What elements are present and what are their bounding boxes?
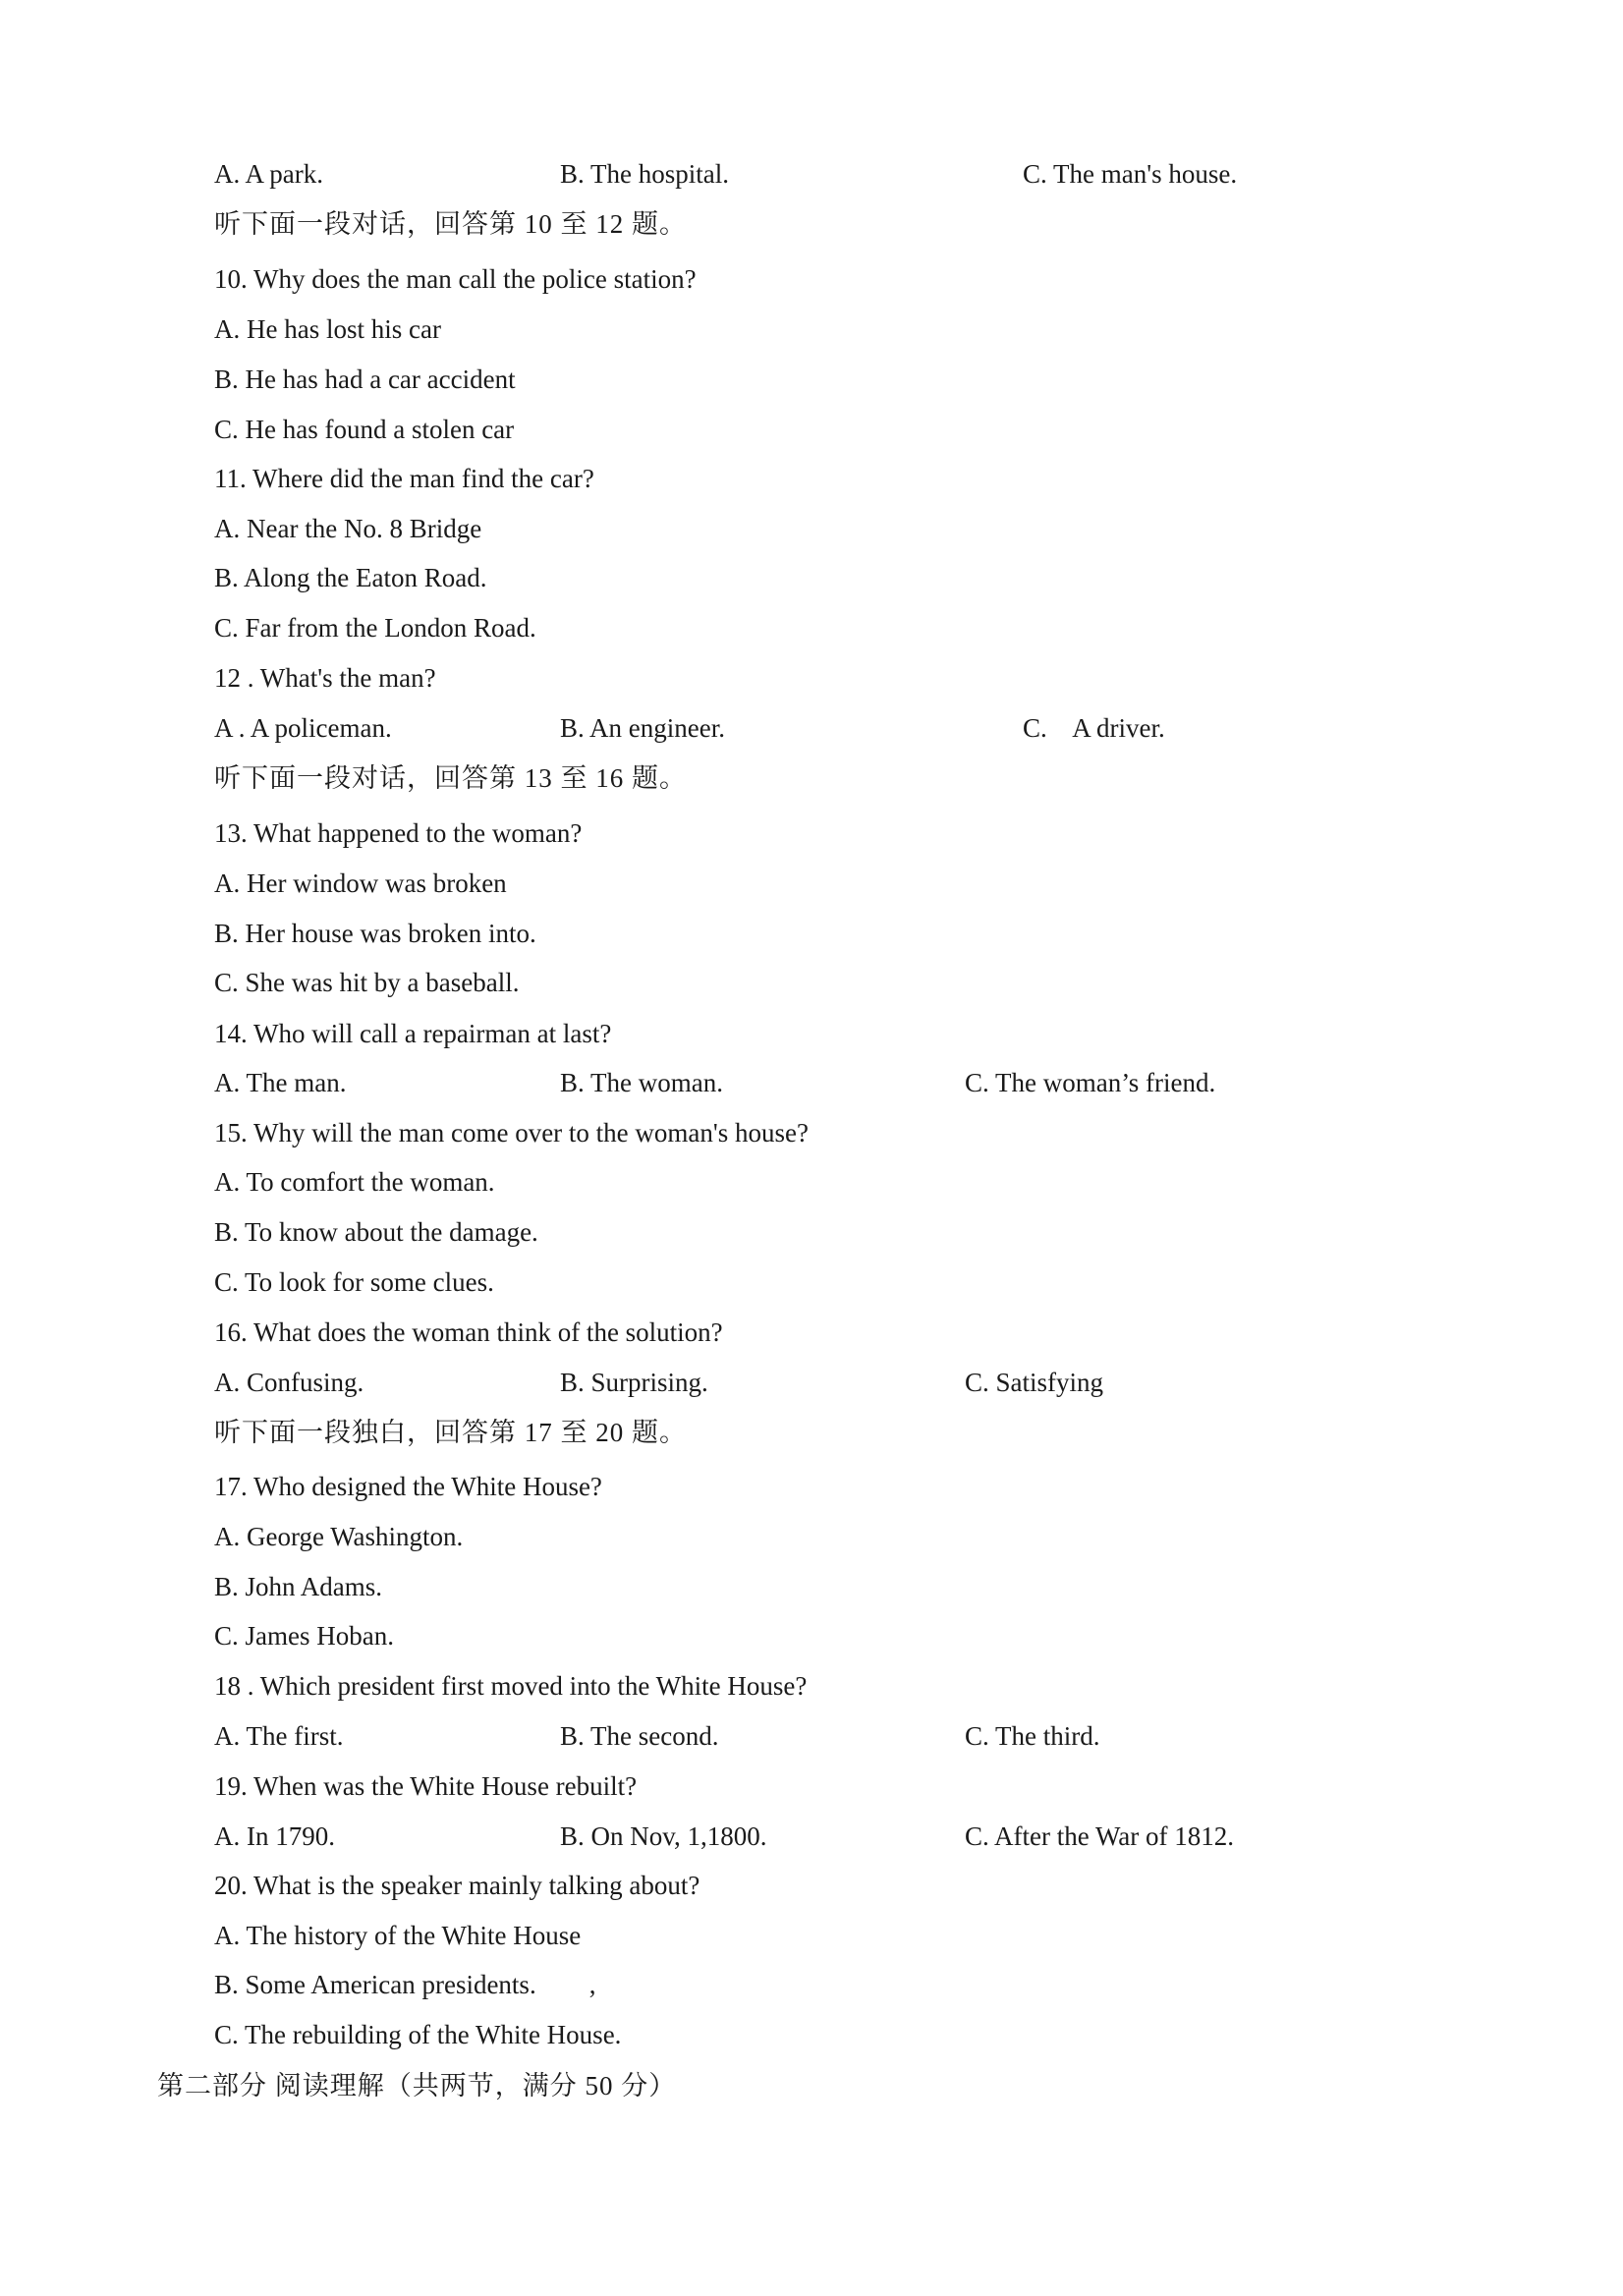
q14-stem: 14. Who will call a repairman at last? xyxy=(214,1019,612,1048)
part-two-heading: 第二部分 阅读理解（共两节，满分 50 分） xyxy=(157,2071,677,2100)
q16-option-a: A. Confusing. xyxy=(214,1368,364,1397)
q17-option-b: B. John Adams. xyxy=(214,1572,383,1601)
q18-stem: 18 . Which president first moved into the White House? xyxy=(214,1671,808,1701)
instruction-10-12: 听下面一段对话，回答第 10 至 12 题。 xyxy=(214,209,687,239)
q9-option-c: C. The man's house. xyxy=(1023,159,1238,189)
q9-option-a: A. A park. xyxy=(214,159,323,189)
q14-option-c: C. The woman’s friend. xyxy=(965,1068,1216,1097)
q15-option-a: A. To comfort the woman. xyxy=(214,1167,495,1197)
q15-option-c: C. To look for some clues. xyxy=(214,1267,494,1297)
q16-option-b: B. Surprising. xyxy=(560,1368,708,1397)
q20-option-a: A. The history of the White House xyxy=(214,1921,582,1950)
q10-option-a: A. He has lost his car xyxy=(214,314,441,344)
q12-option-a: A . A policeman. xyxy=(214,713,392,743)
instruction-17-20: 听下面一段独白，回答第 17 至 20 题。 xyxy=(214,1418,687,1447)
q13-stem: 13. What happened to the woman? xyxy=(214,818,583,848)
q12-option-c: C. A driver. xyxy=(1023,713,1165,743)
q15-option-b: B. To know about the damage. xyxy=(214,1217,538,1247)
q18-option-a: A. The first. xyxy=(214,1721,344,1751)
q11-option-a: A. Near the No. 8 Bridge xyxy=(214,514,482,543)
q13-option-b: B. Her house was broken into. xyxy=(214,919,536,948)
q10-option-b: B. He has had a car accident xyxy=(214,364,516,394)
q12-stem: 12 . What's the man? xyxy=(214,663,436,693)
q12-option-b: B. An engineer. xyxy=(560,713,725,743)
q13-option-a: A. Her window was broken xyxy=(214,868,507,898)
q20-option-b: B. Some American presidents. , xyxy=(214,1970,596,1999)
q10-stem: 10. Why does the man call the police station? xyxy=(214,264,697,294)
q18-option-c: C. The third. xyxy=(965,1721,1100,1751)
q20-option-c: C. The rebuilding of the White House. xyxy=(214,2020,622,2049)
q9-option-b: B. The hospital. xyxy=(560,159,729,189)
instruction-13-16: 听下面一段对话，回答第 13 至 16 题。 xyxy=(214,763,687,793)
q11-stem: 11. Where did the man find the car? xyxy=(214,464,594,493)
q19-option-a: A. In 1790. xyxy=(214,1821,335,1851)
q18-option-b: B. The second. xyxy=(560,1721,719,1751)
q16-stem: 16. What does the woman think of the solution? xyxy=(214,1317,723,1347)
q17-option-a: A. George Washington. xyxy=(214,1522,464,1551)
q14-option-b: B. The woman. xyxy=(560,1068,723,1097)
q11-option-c: C. Far from the London Road. xyxy=(214,613,536,643)
q19-option-c: C. After the War of 1812. xyxy=(965,1821,1235,1851)
q11-option-b: B. Along the Eaton Road. xyxy=(214,563,487,592)
q17-option-c: C. James Hoban. xyxy=(214,1621,394,1651)
q15-stem: 15. Why will the man come over to the woman's house? xyxy=(214,1118,809,1148)
q17-stem: 17. Who designed the White House? xyxy=(214,1472,602,1501)
q10-option-c: C. He has found a stolen car xyxy=(214,415,515,444)
q13-option-c: C. She was hit by a baseball. xyxy=(214,968,520,997)
q16-option-c: C. Satisfying xyxy=(965,1368,1104,1397)
q19-option-b: B. On Nov, 1,1800. xyxy=(560,1821,767,1851)
q19-stem: 19. When was the White House rebuilt? xyxy=(214,1771,638,1801)
q14-option-a: A. The man. xyxy=(214,1068,347,1097)
q20-stem: 20. What is the speaker mainly talking about? xyxy=(214,1871,700,1900)
